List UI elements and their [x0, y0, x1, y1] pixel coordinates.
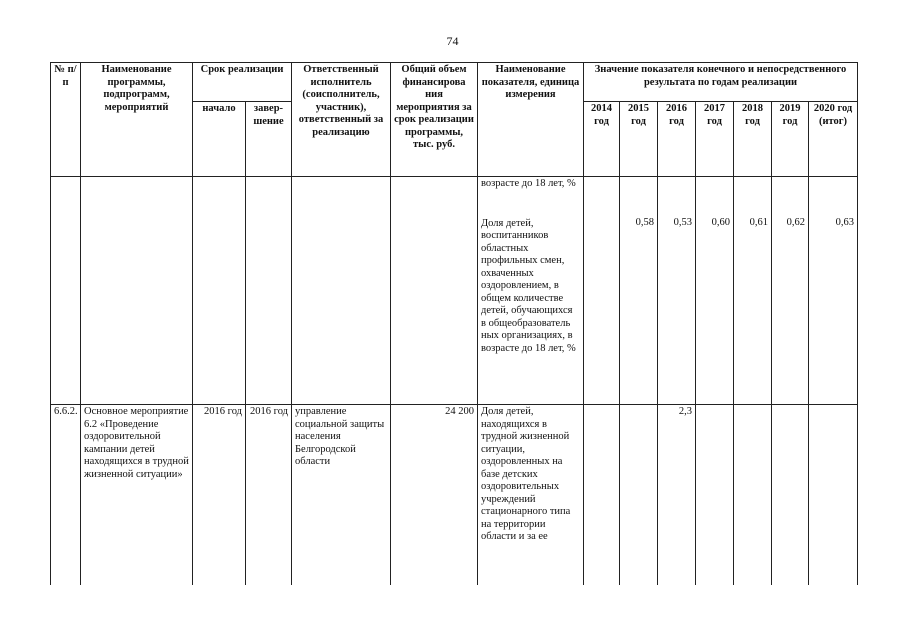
header-row-1	[51, 63, 858, 102]
row-num: 6.6.2.	[51, 405, 81, 586]
row-funding: 24 200	[391, 405, 478, 586]
header-indicator: Наименование показателя, единица измерения	[478, 63, 584, 177]
row-start: 2016 год	[193, 405, 246, 586]
row-end: 2016 год	[246, 405, 292, 586]
table-row	[51, 405, 858, 586]
page-number: 74	[446, 34, 459, 48]
indicator-table	[50, 62, 858, 585]
row-start	[193, 177, 246, 405]
row-value-2014	[584, 177, 620, 405]
header-funding: Общий объем финансирова ния мероприятия за срок реализации программы, тыс. руб.	[391, 63, 478, 177]
row-value-2016: 0,53	[658, 177, 696, 405]
row-indicator: Доля детей, находящихся в трудной жизненной ситуации, оздоровленных на базе детских оздоровительных учреждений стационарного типа на территории области и за ее	[478, 405, 584, 586]
header-year-2020: 2020 год (итог)	[809, 102, 858, 177]
row-value-2019: 0,62	[772, 177, 809, 405]
row-responsible: управление социальной защиты населения Белгородской области	[292, 405, 391, 586]
row-value-2019	[772, 405, 809, 586]
header-year-2016: 2016 год	[658, 102, 696, 177]
row-indicator-text: Доля детей, воспитанников областных профильных смен, охваченных оздоровлением, в общем количестве детей, обучающихся в общеобразователь ных организациях, в возрасте до 18 лет, %	[481, 217, 576, 354]
header-year-2014: 2014 год	[584, 102, 620, 177]
header-year-2015: 2015 год	[620, 102, 658, 177]
row-funding	[391, 177, 478, 405]
row-num	[51, 177, 81, 405]
row-value-2018: 0,61	[734, 177, 772, 405]
row-indicator-continued: возрасте до 18 лет, %	[481, 178, 576, 189]
header-period-start: начало	[193, 102, 246, 177]
header-year-2019: 2019 год	[772, 102, 809, 177]
row-value-2020: 0,63	[809, 177, 858, 405]
row-value-2016: 2,3	[658, 405, 696, 586]
row-indicator	[478, 177, 584, 405]
header-period: Срок реализации	[193, 63, 292, 102]
row-value-2015	[620, 405, 658, 586]
row-value-2018	[734, 405, 772, 586]
header-period-end: завер-шение	[246, 102, 292, 177]
header-year-2017: 2017 год	[696, 102, 734, 177]
table-row	[51, 177, 858, 405]
row-value-2017	[696, 405, 734, 586]
header-name: Наименование программы, подпрограмм, мероприятий	[81, 63, 193, 177]
row-name	[81, 177, 193, 405]
row-responsible	[292, 177, 391, 405]
row-value-2020	[809, 405, 858, 586]
row-name: Основное мероприятие 6.2 «Проведение оздоровительной кампании детей находящихся в трудной жизненной ситуации»	[81, 405, 193, 586]
row-value-2017: 0,60	[696, 177, 734, 405]
row-value-2015: 0,58	[620, 177, 658, 405]
header-values-group: Значение показателя конечного и непосредственного результата по годам реализации	[584, 63, 858, 102]
header-num: № п/п	[51, 63, 81, 177]
header-responsible: Ответственный исполнитель (соисполнитель, участник), ответственный за реализацию	[292, 63, 391, 177]
header-year-2018: 2018 год	[734, 102, 772, 177]
row-value-2014	[584, 405, 620, 586]
row-end	[246, 177, 292, 405]
